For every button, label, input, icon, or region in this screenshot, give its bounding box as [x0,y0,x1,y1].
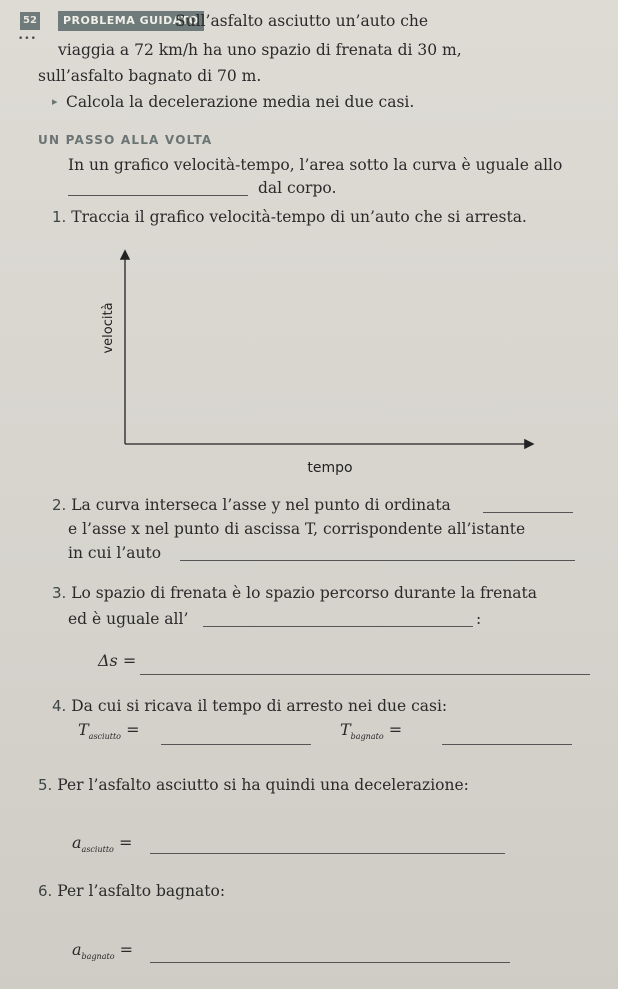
t-bagnato-var: T [340,720,351,739]
step5-row [38,775,469,795]
t-asciutto-formula [78,720,139,741]
step3-text1: Lo spazio di frenata è lo spazio percorso durante la frenata [71,584,538,602]
step4-text: Da cui si ricava il tempo di arresto nei due casi: [71,697,448,715]
problem-text-line3: sull’asfalto bagnato di 70 m. [38,67,262,85]
ordinate-blank[interactable] [483,512,573,513]
a-bagnato-formula [72,940,133,961]
step1-number: 1. [52,208,67,226]
difficulty-dots: ••• [18,34,37,44]
delta-s-symbol: Δs [98,651,118,670]
step3-colon: : [476,610,482,628]
x-axis-label: tempo [307,460,353,476]
section-intro-line2: dal corpo. [258,179,337,197]
step2-text1: La curva interseca l’asse y nel punto di ordinata [71,496,451,514]
a-bagnato-sub: bagnato [81,952,115,962]
t-asciutto-equals: = [126,720,140,739]
step6-row [38,881,225,901]
a-asciutto-sub: asciutto [81,845,114,855]
step3-text2: ed è uguale all’ [68,610,189,628]
step2-number: 2. [52,496,67,514]
step5-text: Per l’asfalto asciutto si ha quindi una decelerazione: [57,776,469,794]
t-bagnato-equals: = [388,720,403,739]
delta-s-formula [98,651,136,670]
section-intro-line1: In un grafico velocità-tempo, l’area sotto la curva è uguale allo [68,156,563,174]
a-bagnato-var: a [72,940,82,959]
t-bagnato-sub: bagnato [350,732,384,742]
problem-number: 52 [20,12,40,30]
a-asciutto-var: a [72,833,82,852]
t-asciutto-blank[interactable] [161,744,311,745]
velocity-time-chart[interactable] [80,238,550,478]
step6-text: Per l’asfalto bagnato: [57,882,226,900]
t-asciutto-var: T [78,720,89,739]
bullet-arrow-icon: ▸ [52,95,58,108]
step3-line1 [52,583,537,603]
instant-blank[interactable] [180,560,575,561]
step2-text2: e l’asse x nel punto di ascissa T, corrispondente all’istante [68,520,526,538]
problem-label: PROBLEMA GUIDATO [58,11,204,31]
step1-text: Traccia il grafico velocità-tempo di un’auto che si arresta. [71,208,527,226]
y-axis-label: velocità [101,302,116,354]
a-asciutto-equals: = [118,833,133,852]
problem-task: Calcola la decelerazione media nei due casi. [66,93,415,111]
section-title: UN PASSO ALLA VOLTA [38,133,213,147]
t-bagnato-formula [340,720,402,741]
a-asciutto-formula [72,833,132,854]
area-blank[interactable] [203,626,473,627]
t-asciutto-sub: asciutto [88,732,121,742]
t-bagnato-blank[interactable] [442,744,572,745]
a-bagnato-equals: = [119,940,134,959]
step2-text3: in cui l’auto [68,544,162,562]
problem-text-line1: Sull’asfalto asciutto un’auto che [175,12,429,30]
step4-row [52,696,447,716]
delta-s-equals: = [122,651,137,670]
step5-number: 5. [38,776,53,794]
step2-line1 [52,495,451,515]
step3-number: 3. [52,584,67,602]
step1-row [52,207,527,227]
step6-number: 6. [38,882,53,900]
problem-text-line2: viaggia a 72 km/h ha uno spazio di frenata di 30 m, [58,41,462,59]
step4-number: 4. [52,697,67,715]
a-asciutto-blank[interactable] [150,853,505,854]
intro-blank[interactable] [68,195,248,196]
a-bagnato-blank[interactable] [150,962,510,963]
delta-s-blank[interactable] [140,674,590,675]
